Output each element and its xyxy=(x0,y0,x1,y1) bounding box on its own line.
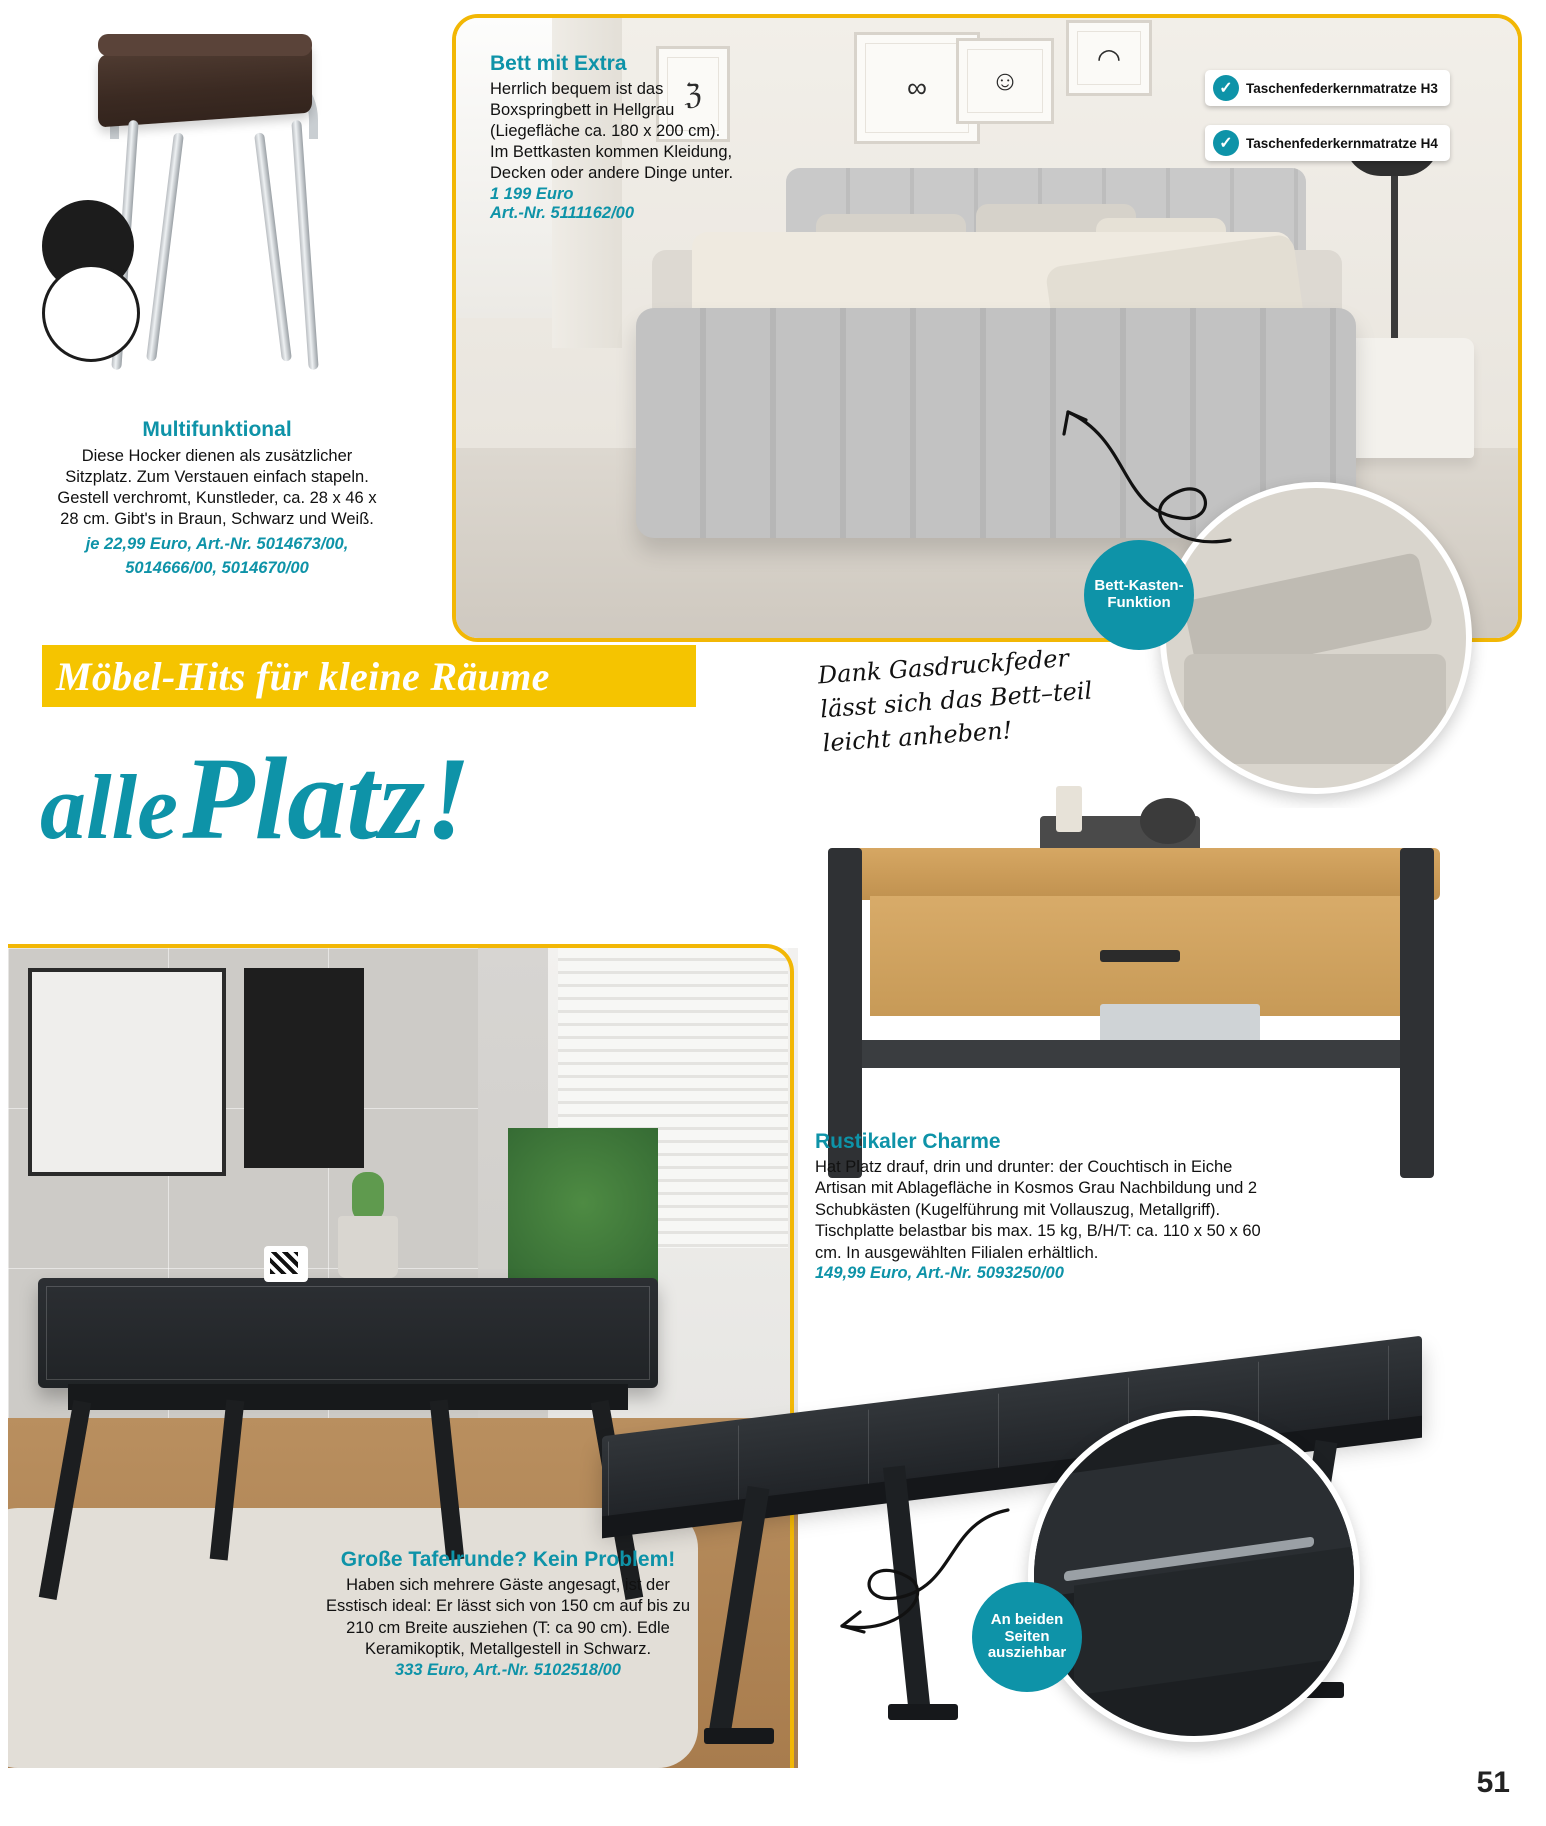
bed-title: Bett mit Extra xyxy=(490,52,627,75)
diningtable-title: Große Tafelrunde? Kein Problem! xyxy=(340,1548,676,1571)
bed-description-block xyxy=(490,52,740,223)
bed-body: Herrlich bequem ist das Boxspringbett in Hellgrau (Liegefläche ca. 180 x 200 cm). Im Bettkasten kommen Kleidung, Decken oder andere Dinge unter. xyxy=(490,80,734,183)
shelf-items xyxy=(1100,1004,1260,1044)
diningtable-price: 333 Euro, Art.-Nr. 5102518/00 xyxy=(395,1660,621,1679)
badge-label: Taschenfederkernmatratze H4 xyxy=(1246,135,1438,151)
extendable-table-foot xyxy=(888,1704,958,1720)
coffeetable-description-block xyxy=(815,1130,1285,1283)
stool-description-block xyxy=(52,418,382,578)
coffeetable-leg-right xyxy=(1400,848,1434,1178)
check-icon: ✓ xyxy=(1213,75,1239,101)
artwork-glyph: ☺ xyxy=(967,49,1043,113)
coffeetable-title: Rustikaler Charme xyxy=(815,1130,1001,1153)
decor-candle xyxy=(1056,786,1082,832)
decor-cactus xyxy=(352,1172,384,1222)
headline-part1: alle xyxy=(40,756,178,858)
banner-text: Möbel-Hits für kleine Räume xyxy=(56,653,550,699)
diningtable-body: Haben sich mehrere Gäste angesagt, ist der Esstisch ideal: Er lässt sich von 150 cm auf bis zu 210 cm Breite ausziehen (T: ca 90 cm). Edle Keramikoptik, Metallgestell in Schwarz. xyxy=(325,1576,691,1659)
wall-art xyxy=(28,968,226,1176)
headline-part2: Platz! xyxy=(182,733,471,864)
stool-seat xyxy=(98,41,312,128)
decor-mug xyxy=(264,1246,308,1282)
bed-article-number: Art.-Nr. 5111162/00 xyxy=(490,203,635,222)
picture-frame xyxy=(1066,20,1152,96)
stool-price: je 22,99 Euro, Art.-Nr. 5014673/00, xyxy=(85,535,349,554)
coffeetable-leg-left xyxy=(828,848,862,1178)
bed-storage-box xyxy=(1184,654,1446,764)
coffeetable-body: Hat Platz drauf, drin und drunter: der Couchtisch in Eiche Artisan mit Ablagefläche in Kosmos Grau Nachbildung und 2 Schubkästen (Kugelführung mit Vollauszug, Metallgriff). Tischplatte belastbar bis max. 15 kg, B/H/T: ca. 110 x 50 x 60 cm. In ausgewählten Filialen erhältlich. xyxy=(815,1158,1261,1262)
artwork-glyph: ∞ xyxy=(865,43,969,133)
stool-leg xyxy=(146,132,184,362)
page-headline xyxy=(40,733,840,864)
bubble-label: Bett-Kasten-Funktion xyxy=(1094,577,1184,611)
artwork-glyph: ℨ xyxy=(667,57,719,131)
bubble-beidseitig-ausziehbar xyxy=(972,1582,1082,1692)
extendable-table-foot xyxy=(704,1728,774,1744)
page-number: 51 xyxy=(1476,1766,1510,1799)
badge-matratze-h3 xyxy=(1205,70,1450,106)
coffeetable-top xyxy=(840,848,1440,900)
check-icon: ✓ xyxy=(1213,130,1239,156)
decor-ball xyxy=(1140,798,1196,844)
bubble-bettkasten-funktion xyxy=(1084,540,1194,650)
stool-leg xyxy=(254,132,292,362)
section-banner xyxy=(42,645,696,707)
coffeetable-shelf xyxy=(856,1040,1416,1068)
stool-leg xyxy=(291,120,318,370)
extension-mechanism-inset-photo xyxy=(1028,1410,1360,1742)
badge-matratze-h4 xyxy=(1205,125,1450,161)
diningtable-description-block xyxy=(318,1548,698,1680)
dining-table-apron xyxy=(68,1384,628,1410)
stool-title: Multifunktional xyxy=(142,418,292,441)
coffeetable-handle xyxy=(1100,950,1180,962)
wall-art xyxy=(244,968,364,1168)
stool-body: Diese Hocker dienen als zusätzlicher Sitzplatz. Zum Verstauen einfach stapeln. Gestell verchromt, Kunstleder, ca. 28 x 46 x 28 cm. Gibt's in Braun, Schwarz und Weiß. xyxy=(57,447,377,529)
coffeetable-price: 149,99 Euro, Art.-Nr. 5093250/00 xyxy=(815,1264,1064,1283)
bed-price: 1 199 Euro xyxy=(490,184,574,203)
stool-article-number: 5014666/00, 5014670/00 xyxy=(125,559,309,578)
badge-label: Taschenfederkernmatratze H3 xyxy=(1246,80,1438,96)
decor-plant-pot xyxy=(338,1216,398,1278)
artwork-glyph: ◠ xyxy=(1077,31,1141,85)
handwritten-note: Dank Gasdruckfeder lässt sich das Bett–teil leicht anheben! xyxy=(817,644,1094,758)
bubble-label: An beiden Seiten ausziehbar xyxy=(987,1610,1067,1662)
picture-frame xyxy=(956,38,1054,124)
dining-table-top xyxy=(38,1278,658,1388)
color-swatch-weiss xyxy=(42,264,140,362)
